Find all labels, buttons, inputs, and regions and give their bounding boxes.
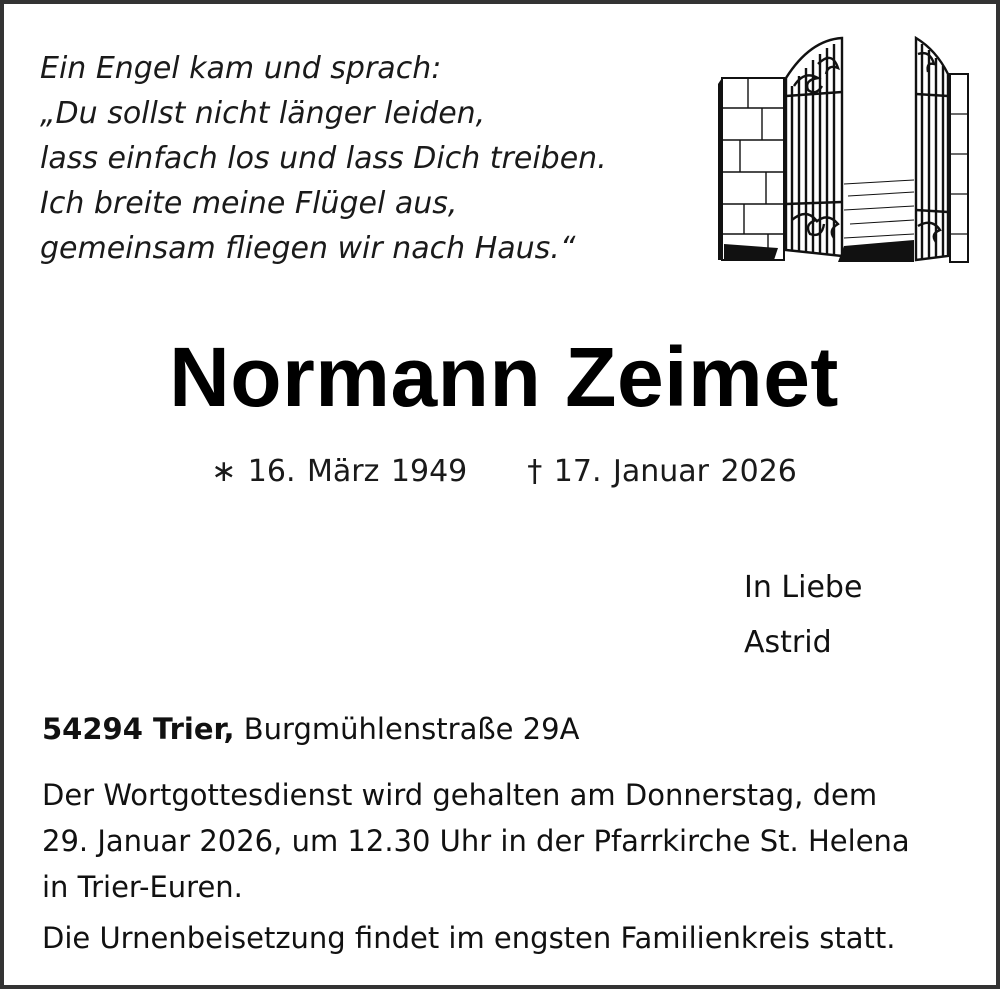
poem bbox=[40, 46, 607, 271]
poem-line: Ein Engel kam und sprach: bbox=[40, 51, 442, 86]
address-street: Burgmühlenstraße 29A bbox=[243, 712, 580, 746]
mourning-address bbox=[42, 706, 579, 752]
service-line: 29. Januar 2026, um 12.30 Uhr in der Pfarrkirche St. Helena bbox=[42, 824, 910, 858]
life-dates bbox=[4, 450, 1000, 494]
deceased-name: Normann Zeimet bbox=[169, 330, 839, 424]
service-line: Der Wortgottesdienst wird gehalten am Donnerstag, dem bbox=[42, 778, 878, 812]
burial-notice: Die Urnenbeisetzung findet im engsten Familienkreis statt. bbox=[42, 921, 896, 955]
service-notice bbox=[42, 772, 972, 910]
signature bbox=[744, 560, 862, 670]
service-line: in Trier-Euren. bbox=[42, 870, 243, 904]
birth-date: ∗ 16. März 1949 bbox=[211, 454, 468, 489]
address-city: 54294 Trier, bbox=[42, 712, 235, 746]
signature-greeting: In Liebe bbox=[744, 570, 863, 605]
poem-line: Ich breite meine Flügel aus, bbox=[40, 186, 458, 221]
poem-line: lass einfach los und lass Dich treiben. bbox=[40, 141, 607, 176]
signature-name: Astrid bbox=[744, 625, 832, 660]
poem-line: gemeinsam fliegen wir nach Haus.“ bbox=[40, 231, 576, 266]
poem-line: „Du sollst nicht länger leiden, bbox=[40, 96, 486, 131]
open-gate-illustration bbox=[718, 34, 970, 266]
death-date: † 17. Januar 2026 bbox=[527, 454, 797, 489]
